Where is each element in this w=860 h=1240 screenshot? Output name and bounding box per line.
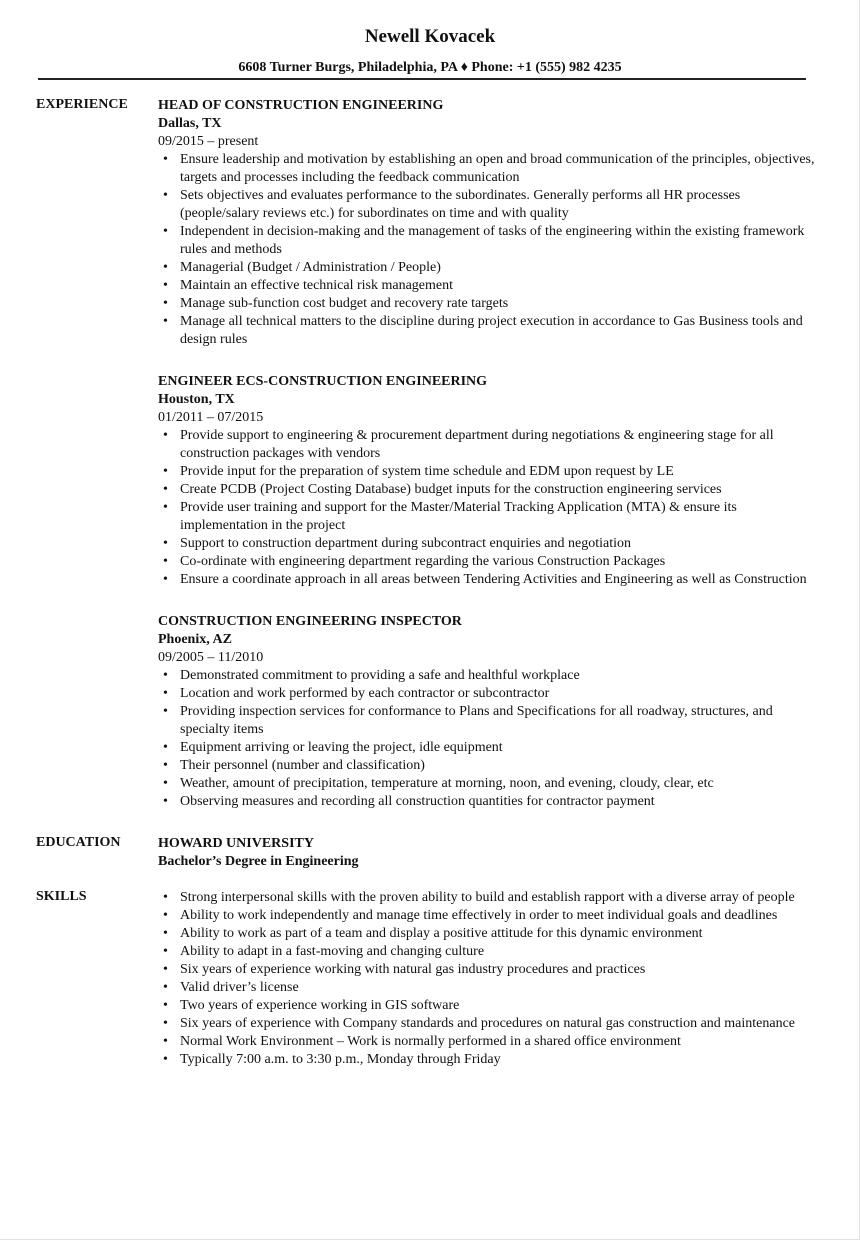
job-bullet: • Provide user training and support for the Master/Material Tracking Application (MTA) & ensure its implementation in the project — [158, 499, 818, 535]
job-bullet: • Provide input for the preparation of system time schedule and EDM upon request by LE — [158, 463, 818, 481]
job-title: ENGINEER ECS-CONSTRUCTION ENGINEERING — [158, 374, 488, 389]
school-name: HOWARD UNIVERSITY — [158, 836, 314, 851]
job-bullet: • Demonstrated commitment to providing a safe and healthful workplace — [158, 667, 818, 685]
skill-item: • Six years of experience with Company standards and procedures on natural gas construction and maintenance — [158, 1015, 818, 1033]
experience-section — [0, 97, 860, 811]
skills-section — [0, 889, 860, 1069]
resume-body — [0, 97, 860, 1069]
skill-item: • Normal Work Environment – Work is normally performed in a shared office environment — [158, 1033, 818, 1051]
job-dates: 09/2005 – 11/2010 — [158, 650, 264, 665]
job-bullet: • Observing measures and recording all construction quantities for contractor payment — [158, 793, 818, 811]
degree: Bachelor’s Degree in Engineering — [158, 854, 359, 869]
job-bullet: • Provide support to engineering & procurement department during negotiations & engineering stage for all construction packages with vendors — [158, 427, 818, 463]
job-entry — [158, 613, 818, 811]
job-location: Dallas, TX — [158, 116, 222, 131]
job-entry — [158, 373, 818, 589]
job-bullet: • Their personnel (number and classification) — [158, 757, 818, 775]
job-bullet: • Manage sub-function cost budget and recovery rate targets — [158, 295, 818, 313]
job-title: CONSTRUCTION ENGINEERING INSPECTOR — [158, 614, 462, 629]
job-bullet: • Co-ordinate with engineering department regarding the various Construction Packages — [158, 553, 818, 571]
skill-item: • Ability to adapt in a fast-moving and changing culture — [158, 943, 818, 961]
job-bullet: • Equipment arriving or leaving the project, idle equipment — [158, 739, 818, 757]
job-location: Phoenix, AZ — [158, 632, 232, 647]
education-label: EDUCATION — [36, 835, 121, 850]
job-title: HEAD OF CONSTRUCTION ENGINEERING — [158, 98, 444, 113]
job-bullet: • Sets objectives and evaluates performance to the subordinates. Generally performs all HR processes (people/salary reviews etc.) for subordinates on time and with quality — [158, 187, 818, 223]
skills-list — [158, 889, 818, 1069]
job-bullet: • Independent in decision-making and the management of tasks of the engineering within the existing framework rules and methods — [158, 223, 818, 259]
job-bullets — [158, 427, 818, 589]
job-dates: 01/2011 – 07/2015 — [158, 410, 264, 425]
job-bullet: • Providing inspection services for conformance to Plans and Specifications for all roadway, structures, and specialty items — [158, 703, 818, 739]
job-bullet: • Weather, amount of precipitation, temperature at morning, noon, and evening, cloudy, clear, etc — [158, 775, 818, 793]
job-bullet: • Maintain an effective technical risk management — [158, 277, 818, 295]
candidate-name: Newell Kovacek — [364, 26, 496, 47]
skill-item: • Strong interpersonal skills with the proven ability to build and establish rapport with a diverse array of people — [158, 889, 818, 907]
job-location: Houston, TX — [158, 392, 235, 407]
skill-item: • Ability to work as part of a team and display a positive attitude for this dynamic environment — [158, 925, 818, 943]
education-section — [0, 835, 860, 871]
job-bullets — [158, 667, 818, 811]
job-bullet: • Ensure leadership and motivation by establishing an open and broad communication of the principles, objectives, targets and processes including the feedback communication — [158, 151, 818, 187]
job-bullets — [158, 151, 818, 349]
skill-item: • Two years of experience working in GIS software — [158, 997, 818, 1015]
job-bullet: • Support to construction department during subcontract enquiries and negotiation — [158, 535, 818, 553]
job-bullet: • Ensure a coordinate approach in all areas between Tendering Activities and Engineering as well as Construction — [158, 571, 818, 589]
job-bullet: • Manage all technical matters to the discipline during project execution in accordance to Gas Business tools and design rules — [158, 313, 818, 349]
skill-item: • Typically 7:00 a.m. to 3:30 p.m., Monday through Friday — [158, 1051, 818, 1069]
header-divider — [38, 78, 806, 80]
experience-label: EXPERIENCE — [36, 97, 128, 112]
skill-item: • Six years of experience working with natural gas industry procedures and practices — [158, 961, 818, 979]
skill-item: • Ability to work independently and manage time effectively in order to meet individual goals and deadlines — [158, 907, 818, 925]
job-entry — [158, 97, 818, 349]
skill-item: • Valid driver’s license — [158, 979, 818, 997]
job-dates: 09/2015 – present — [158, 134, 259, 149]
skills-label: SKILLS — [36, 889, 87, 904]
job-bullet: • Location and work performed by each contractor or subcontractor — [158, 685, 818, 703]
job-bullet: • Managerial (Budget / Administration / People) — [158, 259, 818, 277]
contact-line: 6608 Turner Burgs, Philadelphia, PA ♦ Phone: +1 (555) 982 4235 — [238, 60, 622, 75]
job-bullet: • Create PCDB (Project Costing Database) budget inputs for the construction engineering services — [158, 481, 818, 499]
